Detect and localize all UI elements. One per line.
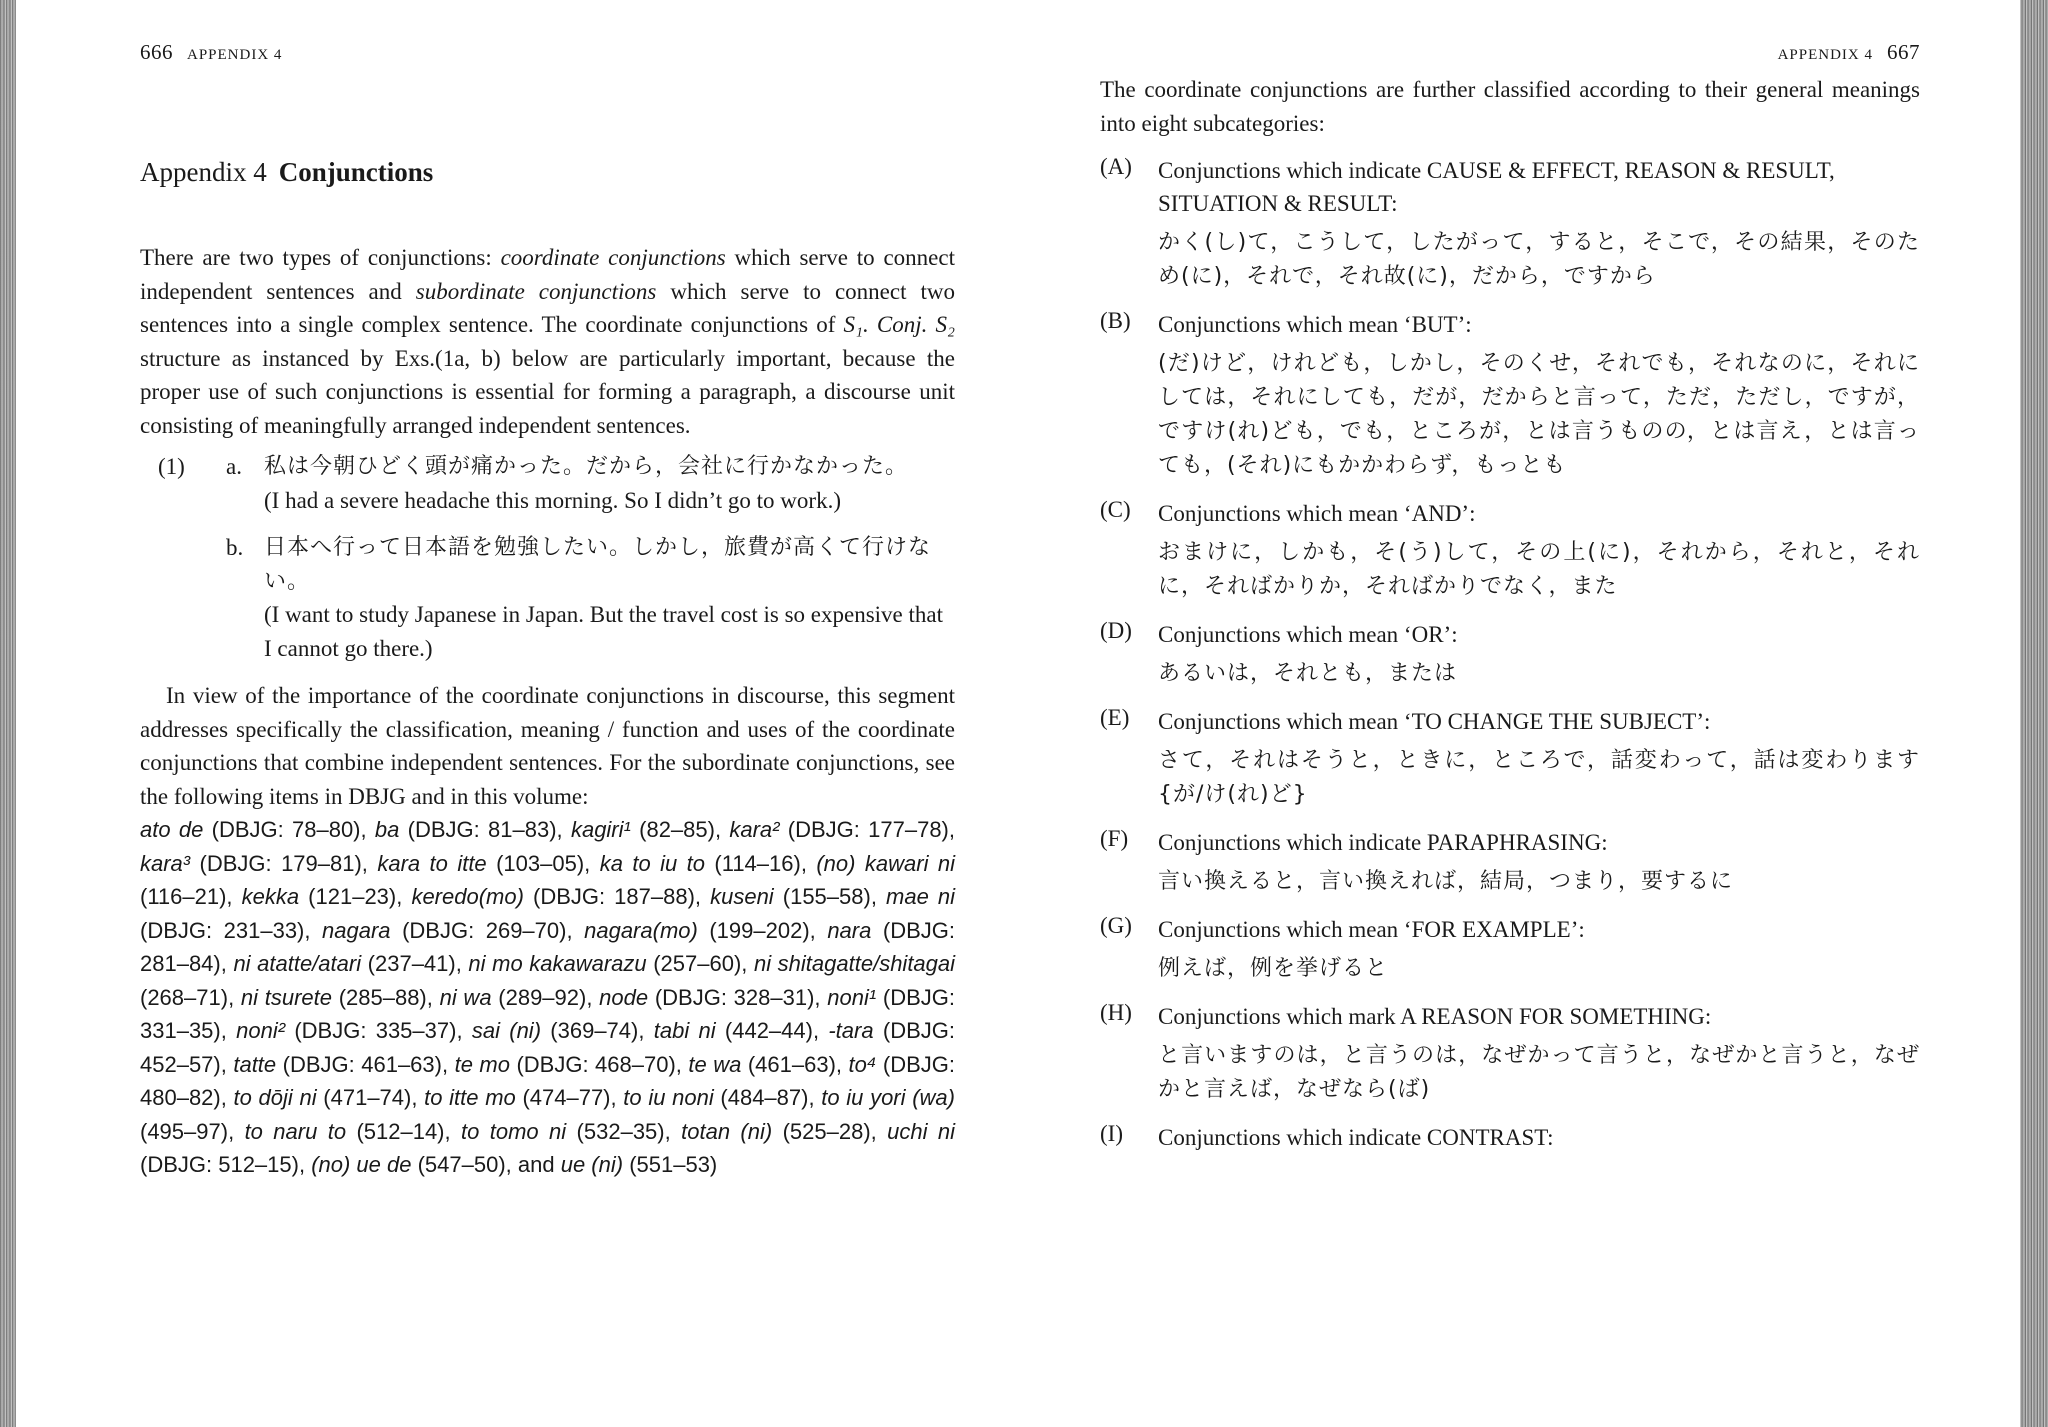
italic-term: to⁴ xyxy=(848,1051,877,1077)
italic-term: to iu noni xyxy=(623,1085,714,1110)
category-letter: (F) xyxy=(1100,826,1129,851)
italic-term: ni shitagatte/shitagai xyxy=(753,951,956,976)
text-run: (DBJG: 335–37), xyxy=(285,1018,472,1043)
intro-paragraph xyxy=(140,241,955,442)
category-item xyxy=(1100,1000,1920,1107)
text-run: (DBJG: 328–31), xyxy=(648,984,828,1010)
category-heading: Conjunctions which indicate CONTRAST: xyxy=(1158,1125,1554,1150)
text-run: (DBJG: 81–83), xyxy=(399,817,571,842)
text-run: (471–74), xyxy=(316,1085,425,1110)
italic-term: kuseni xyxy=(710,884,774,909)
italic-term: kekka xyxy=(241,884,300,909)
italic-term: to itte mo xyxy=(424,1085,516,1110)
right-page-number: 667 xyxy=(1887,40,1920,64)
category-item xyxy=(1100,154,1920,294)
category-heading: Conjunctions which mean ‘TO CHANGE THE SUBJECT’: xyxy=(1158,709,1711,734)
appendix-number: Appendix 4 xyxy=(140,157,267,187)
text-run: (551–53) xyxy=(623,1152,718,1177)
italic-term: subordinate conjunctions xyxy=(415,278,657,304)
italic-term: ni mo kakawarazu xyxy=(468,951,647,976)
category-examples: と言いますのは，と言うのは，なぜかって言うと，なぜかと言うと，なぜかと言えば，なぜなら(ば) xyxy=(1158,1043,1920,1102)
italic-term: -tara xyxy=(828,1018,874,1043)
category-item xyxy=(1100,1121,1920,1154)
italic-term: ue (ni) xyxy=(560,1152,624,1177)
text-run: (442–44), xyxy=(715,1018,829,1043)
category-heading: Conjunctions which mean ‘BUT’: xyxy=(1158,312,1472,337)
text-run: which serve to connect independent sentences and xyxy=(140,245,955,304)
italic-term: noni¹ xyxy=(827,984,877,1010)
text-run: (DBJG: 281–84), xyxy=(140,917,956,976)
example-b-label: b. xyxy=(226,535,244,560)
category-letter: (A) xyxy=(1100,154,1132,179)
text-run: (484–87), xyxy=(713,1085,822,1110)
text-run: (DBJG: 179–81), xyxy=(190,850,378,876)
category-letter: (G) xyxy=(1100,913,1132,938)
category-heading: Conjunctions which indicate CAUSE & EFFECT, REASON & RESULT, SITUATION & RESULT: xyxy=(1158,158,1835,216)
text-run: (82–85), xyxy=(630,817,730,842)
italic-term: nagara(mo) xyxy=(584,917,698,943)
left-page-number: 666 xyxy=(140,40,173,64)
italic-term: mae ni xyxy=(886,884,956,909)
italic-term: ato de xyxy=(140,817,204,842)
text-run: (461–63), xyxy=(741,1051,849,1077)
category-heading: Conjunctions which mean ‘FOR EXAMPLE’: xyxy=(1158,917,1585,942)
italic-term: (no) ue de xyxy=(311,1152,412,1177)
example-b-japanese: 日本へ行って日本語を勉強したい。しかし，旅費が高くて行けない。 xyxy=(264,535,932,594)
text-run: (285–88), xyxy=(331,984,440,1010)
category-letter: (B) xyxy=(1100,308,1131,333)
italic-term: kagiri¹ xyxy=(570,817,631,842)
text-run: (512–14), xyxy=(346,1118,462,1144)
italic-term: nara xyxy=(827,917,872,943)
category-examples: あるいは，それとも，または xyxy=(1158,661,1458,686)
classification-intro: The coordinate conjunctions are further classified according to their general meanings into eight subcategories: xyxy=(1100,77,1920,136)
category-item xyxy=(1100,497,1920,604)
italic-term: to naru to xyxy=(244,1118,347,1144)
book-spine-left xyxy=(0,0,16,1427)
category-examples: 例えば，例を挙げると xyxy=(1158,956,1389,981)
category-letter: (C) xyxy=(1100,497,1131,522)
text-run: (114–16), xyxy=(704,850,817,876)
discussion-paragraph: In view of the importance of the coordinate conjunctions in discourse, this segment addresses specifically the classification, meaning / function and uses of the coordinate conjunctions that combine independent sentences. For the subordinate conjunctions, see the following items in DBJG and in this volume: xyxy=(140,683,955,809)
text-run: (547–50), and xyxy=(411,1152,561,1177)
text-run: (DBJG: 331–35), xyxy=(140,984,955,1043)
text-run: (DBJG: 512–15), xyxy=(140,1152,312,1177)
category-letter: (E) xyxy=(1100,705,1130,730)
italic-term: keredo(mo) xyxy=(411,884,524,909)
text-run: (155–58), xyxy=(773,884,887,909)
example-a-label: a. xyxy=(226,454,242,479)
reference-list xyxy=(140,813,955,1182)
category-list xyxy=(1100,154,1920,1154)
text-run: (DBJG: 461–63), xyxy=(276,1051,455,1077)
text-run: (474–77), xyxy=(515,1085,624,1110)
category-examples: さて，それはそうと，ときに，ところで，話変わって，話は変わります {が/け(れ)ど} xyxy=(1158,748,1920,807)
right-page xyxy=(1100,40,1920,1154)
text-run: (199–202), xyxy=(697,917,828,943)
category-letter: (H) xyxy=(1100,1000,1132,1025)
italic-term: to tomo ni xyxy=(461,1118,567,1144)
text-run: (DBJG: 187–88), xyxy=(523,884,711,909)
category-examples: おまけに，しかも，そ(う)して，その上(に)，それから，それと，それに，そればかりか，そればかりでなく，また xyxy=(1158,540,1920,599)
text-run: (525–28), xyxy=(772,1118,888,1144)
text-run: (268–71), xyxy=(140,984,241,1010)
italic-term: coordinate conjunctions xyxy=(500,245,726,270)
category-heading: Conjunctions which mean ‘AND’: xyxy=(1158,501,1476,526)
right-running-title: APPENDIX 4 xyxy=(1777,47,1873,63)
category-heading: Conjunctions which indicate PARAPHRASING: xyxy=(1158,830,1608,855)
text-run: (289–92), xyxy=(491,984,600,1010)
example-a-japanese: 私は今朝ひどく頭が痛かった。だから，会社に行かなかった。 xyxy=(264,454,909,479)
text-run: structure as instanced by Exs.(1a, b) below are particularly important, because the proper use of such conjunctions is essential for forming a paragraph, a discourse unit consisting of meaningfully arranged independent sentences. xyxy=(140,345,955,438)
category-item xyxy=(1100,705,1920,812)
text-run: (DBJG: 231–33), xyxy=(140,917,323,943)
text-run: (DBJG: 468–70), xyxy=(509,1051,689,1077)
italic-term: kara to itte xyxy=(377,850,487,876)
left-running-head xyxy=(140,40,955,65)
category-letter: (D) xyxy=(1100,618,1132,643)
text-run: (121–23), xyxy=(299,884,412,909)
text-run: (DBJG: 480–82), xyxy=(140,1051,956,1110)
text-run: (DBJG: 269–70), xyxy=(390,917,585,943)
text-run: (237–41), xyxy=(361,951,469,976)
category-examples: 言い換えると，言い換えれば，結局，つまり，要するに xyxy=(1158,869,1734,894)
category-heading: Conjunctions which mean ‘OR’: xyxy=(1158,622,1458,647)
category-item xyxy=(1100,618,1920,691)
category-heading: Conjunctions which mark A REASON FOR SOMETHING: xyxy=(1158,1004,1712,1029)
italic-term: nagara xyxy=(322,917,391,943)
italic-term: S₁. Conj. S₂ xyxy=(843,312,956,337)
appendix-title xyxy=(140,157,955,188)
example-a-translation: (I had a severe headache this morning. So I didn’t go to work.) xyxy=(264,487,841,513)
italic-term: ba xyxy=(374,817,400,842)
text-run: (103–05), xyxy=(486,850,600,876)
italic-term: te wa xyxy=(688,1051,742,1077)
text-run: (257–60), xyxy=(646,951,754,976)
italic-term: uchi ni xyxy=(887,1118,956,1144)
category-item xyxy=(1100,308,1920,483)
right-running-head xyxy=(1100,40,1920,65)
italic-term: totan (ni) xyxy=(681,1118,773,1144)
text-run: (116–21), xyxy=(140,884,242,909)
italic-term: ni atatte/atari xyxy=(233,951,362,976)
italic-term: node xyxy=(599,984,649,1010)
italic-term: ni tsurete xyxy=(240,984,332,1010)
italic-term: to iu yori (wa) xyxy=(821,1085,955,1110)
category-examples: かく(し)て，こうして，したがって，すると，そこで，その結果，そのため(に)，それで，それ故(に)，だから，ですから xyxy=(1158,230,1920,289)
italic-term: ka to iu to xyxy=(599,850,705,876)
example-1 xyxy=(140,450,955,665)
example-b-translation: (I want to study Japanese in Japan. But the travel cost is so expensive that I cannot go there.) xyxy=(264,602,943,661)
italic-term: te mo xyxy=(454,1051,510,1077)
text-run: (369–74), xyxy=(541,1018,654,1043)
text-run: (532–35), xyxy=(566,1118,682,1144)
italic-term: noni² xyxy=(236,1018,286,1043)
left-running-title: APPENDIX 4 xyxy=(187,47,283,63)
text-run: There are two types of conjunctions: xyxy=(140,245,501,270)
italic-term: tabi ni xyxy=(653,1018,716,1043)
category-letter: (I) xyxy=(1100,1121,1123,1146)
text-run: (DBJG: 452–57), xyxy=(140,1018,955,1077)
category-item xyxy=(1100,826,1920,899)
category-item xyxy=(1100,913,1920,986)
text-run: which serve to connect two sentences into a single complex sentence. The coordinate conjunctions of xyxy=(140,278,955,337)
book-spine-right xyxy=(2020,0,2048,1427)
italic-term: ni wa xyxy=(439,984,492,1010)
example-number: (1) xyxy=(158,454,185,479)
italic-term: tatte xyxy=(233,1051,277,1077)
text-run: (DBJG: 177–78), xyxy=(779,817,955,842)
italic-term: sai (ni) xyxy=(471,1018,542,1043)
text-run: (DBJG: 78–80), xyxy=(203,817,375,842)
appendix-name: Conjunctions xyxy=(278,157,434,187)
left-page xyxy=(140,40,955,1182)
italic-term: (no) kawari ni xyxy=(816,850,956,876)
text-run: (495–97), xyxy=(140,1118,245,1144)
italic-term: to dōji ni xyxy=(233,1085,317,1110)
category-examples: (だ)けど，けれども，しかし，そのくせ，それでも，それなのに，それにしては，それにしても，だが，だからと言って，ただ，ただし，ですが，ですけ(れ)ども，でも，ところが，とは言うものの，とは言え，とは言っても，(それ)にもかかわらず，もっとも xyxy=(1158,351,1920,478)
italic-term: kara² xyxy=(729,817,780,842)
italic-term: kara³ xyxy=(140,850,191,876)
